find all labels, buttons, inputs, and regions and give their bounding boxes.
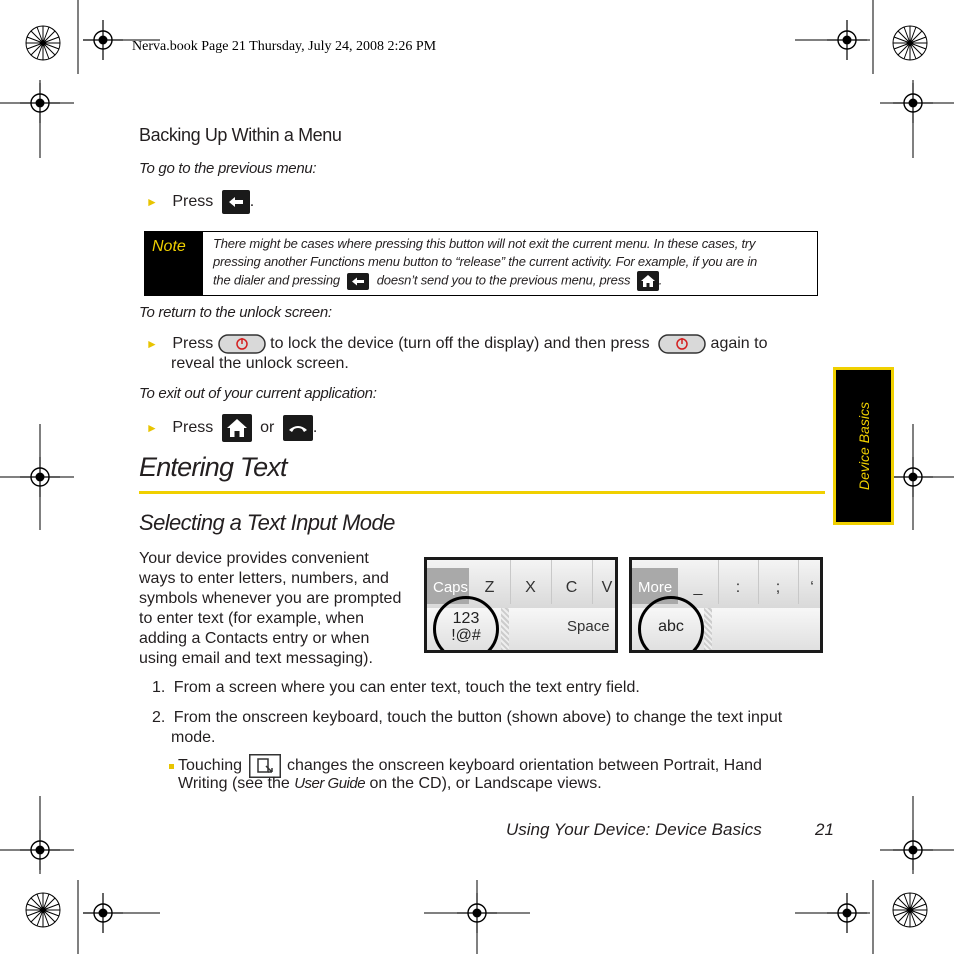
key-divider (704, 608, 712, 650)
back-key-icon (347, 273, 369, 290)
key-divider (501, 608, 509, 650)
intro-previous-menu: To go to the previous menu: (139, 160, 317, 177)
chapter-heading: Entering Text (139, 452, 287, 482)
heading-rule (139, 491, 825, 494)
step-2-cont: mode. (171, 729, 216, 746)
step-2: 2. From the onscreen keyboard, touch the button (shown above) to change the text input (152, 709, 783, 726)
bullet-arrow-icon: ► (146, 337, 158, 352)
step-1: 1. From a screen where you can enter text, touch the text entry field. (152, 679, 640, 696)
step-lock-device: ► Press to lock the device (turn off the display) and then press again to (146, 335, 768, 353)
bullet-arrow-icon: ► (146, 421, 158, 436)
subheading-text-input-mode: Selecting a Text Input Mode (139, 510, 395, 535)
key-z: Z (469, 560, 511, 604)
home-key-icon (222, 414, 252, 442)
highlight-circle (433, 596, 499, 653)
note-label: Note (145, 232, 203, 295)
note-text: There might be cases where pressing this button will not exit the current menu. In these cases, try pressing another Functions menu button to “release” the current activity. For example, if you are in the dialer and pressing doesn’t send you to the previous menu, press . (213, 235, 809, 291)
back-key-icon (222, 190, 250, 214)
power-key-icon (658, 334, 706, 354)
keyboard-screenshot-symbols (629, 557, 823, 653)
home-key-icon (637, 271, 659, 291)
power-key-icon (218, 334, 266, 354)
intro-unlock-screen: To return to the unlock screen: (139, 304, 332, 321)
print-slug: Nerva.book Page 21 Thursday, July 24, 2008 2:26 PM (132, 39, 437, 54)
intro-exit-application: To exit out of your current application: (139, 385, 377, 402)
side-tab-device-basics: Device Basics (833, 367, 894, 525)
step-press-back: ► Press . (146, 190, 254, 214)
key-colon: : (718, 560, 759, 604)
key-x: X (510, 560, 552, 604)
bullet-square-icon (169, 764, 174, 769)
section-title-backing-up: Backing Up Within a Menu (139, 125, 342, 145)
user-guide-ref: User Guide (294, 775, 366, 792)
page-number: 21 (815, 820, 834, 839)
footer-section-title: Using Your Device: Device Basics (506, 820, 762, 839)
bullet-arrow-icon: ► (146, 195, 158, 210)
key-semicolon: ; (758, 560, 799, 604)
symbols-key: 123 !@# (451, 610, 481, 644)
caps-key: Caps (427, 568, 469, 604)
step-2-bullet: Touching changes the onscreen keyboard orientation between Portrait, Hand (169, 754, 762, 778)
key-underscore: _ (678, 560, 719, 604)
end-call-key-icon (283, 415, 313, 441)
letters-key: abc (658, 618, 684, 635)
note-box (144, 231, 818, 296)
step-exit-app: ► Press or . (146, 414, 317, 442)
key-quote: ‘ (810, 579, 814, 596)
keyboard-screenshot-letters (424, 557, 618, 653)
intro-paragraph: Your device provides convenient ways to enter letters, numbers, and symbols whenever you are prompted to enter text (for example, when adding a Contacts entry or when using email and text messaging). (139, 550, 402, 667)
key-v: V (601, 579, 613, 596)
highlight-circle (638, 596, 704, 653)
step-lock-device-cont: reveal the unlock screen. (171, 355, 349, 372)
space-key: Space (567, 618, 610, 635)
more-key: More (632, 568, 678, 604)
key-c: C (551, 560, 593, 604)
step-2-bullet-cont: Writing (see the User Guide on the CD), or Landscape views. (178, 775, 602, 792)
